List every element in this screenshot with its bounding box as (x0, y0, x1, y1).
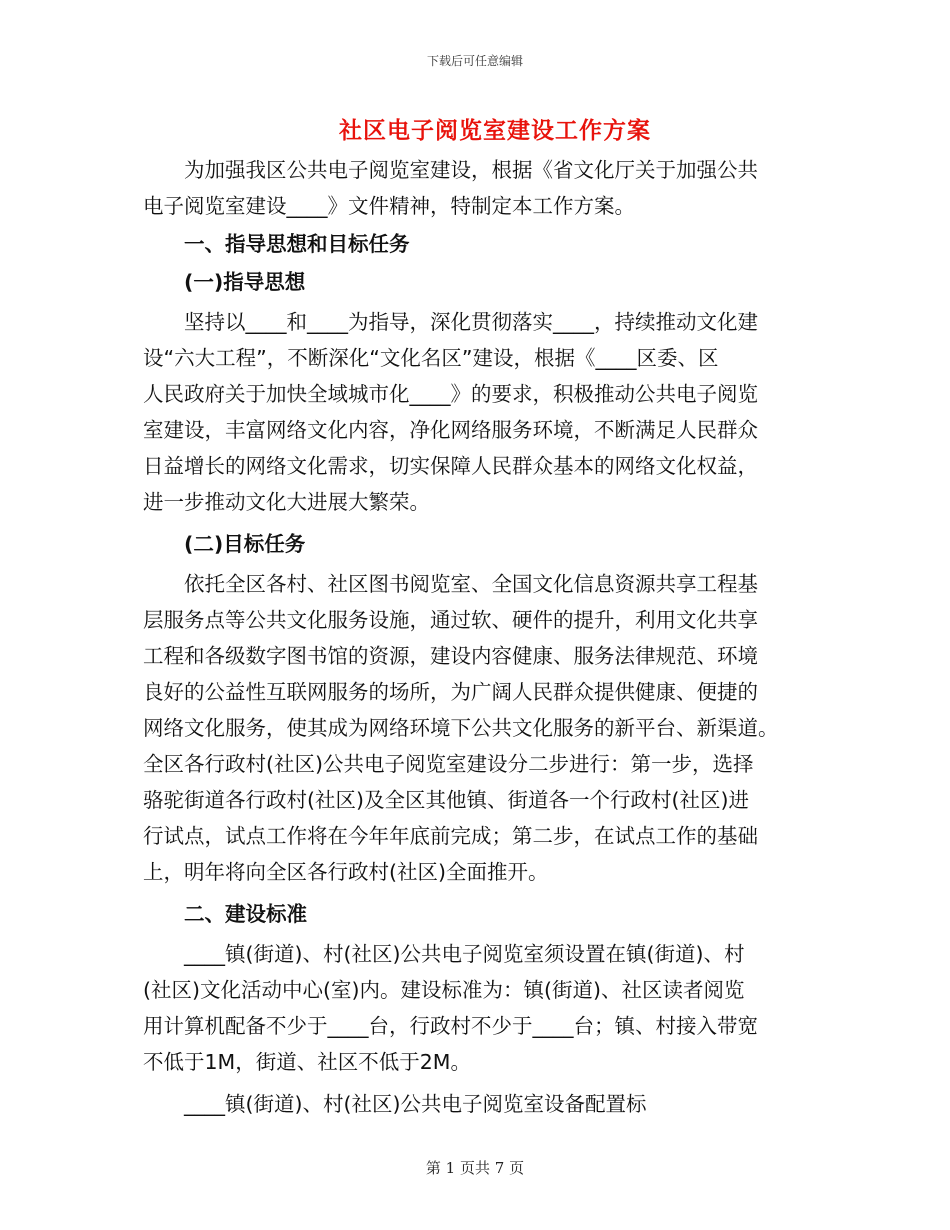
text-line: 骆驼街道各行政村(社区)及全区其他镇、街道各一个行政村(社区)进 (143, 788, 749, 812)
page-footer: 第 1 页共 7 页 (425, 1159, 525, 1177)
text-line: 为加强我区公共电子阅览室建设，根据《省文化厅关于加强公共 (184, 158, 758, 182)
text-line: 依托全区各村、社区图书阅览室、全国文化信息资源共享工程基 (184, 572, 758, 596)
text-line: (社区)文化活动中心(室)内。建设标准为：镇(街道)、社区读者阅览 (143, 978, 745, 1002)
text-line: 室建设，丰富网络文化内容，净化网络服务环境，不断满足人民群众 (143, 418, 758, 442)
intro-paragraph (143, 152, 803, 224)
guiding-thought-paragraph (143, 304, 803, 520)
text-line: 工程和各级数字图书馆的资源，建设内容健康、服务法律规范、环境 (143, 644, 758, 668)
subsection-heading-2: (二)目标任务 (184, 532, 306, 556)
text-line: 人民政府关于加快全域城市化____》的要求，积极推动公共电子阅览 (143, 382, 758, 406)
text-line: ____镇(街道)、村(社区)公共电子阅览室设备配置标 (184, 1092, 647, 1116)
text-line: ____镇(街道)、村(社区)公共电子阅览室须设置在镇(街道)、村 (184, 942, 745, 966)
document-title: 社区电子阅览室建设工作方案 (339, 118, 651, 144)
text-line: 良好的公益性互联网服务的场所，为广阔人民群众提供健康、便捷的 (143, 680, 758, 704)
text-line: 全区各行政村(社区)公共电子阅览室建设分二步进行：第一步，选择 (143, 752, 754, 776)
text-line: 网络文化服务，使其成为网络环境下公共文化服务的新平台、新渠道。 (143, 716, 779, 740)
subsection-heading-1: (一)指导思想 (184, 270, 306, 294)
text-line: 日益增长的网络文化需求，切实保障人民群众基本的网络文化权益， (143, 454, 758, 478)
goals-paragraph (143, 566, 803, 890)
text-line: 电子阅览室建设____》文件精神，特制定本工作方案。 (143, 194, 635, 218)
document-body (143, 152, 803, 1122)
text-line: 行试点，试点工作将在今年年底前完成；第二步，在试点工作的基础 (143, 824, 758, 848)
standards-paragraph (143, 936, 803, 1080)
section-heading-1: 一、指导思想和目标任务 (184, 232, 410, 256)
text-line: 坚持以____和____为指导，深化贯彻落实____，持续推动文化建 (184, 310, 758, 334)
text-line: 设“六大工程”，不断深化“文化名区”建设，根据《____区委、区 (143, 346, 719, 370)
text-line: 用计算机配备不少于____台，行政村不少于____台；镇、村接入带宽 (143, 1014, 758, 1038)
text-line: 不低于1M，街道、社区不低于2M。 (143, 1050, 471, 1074)
text-line: 层服务点等公共文化服务设施，通过软、硬件的提升，利用文化共享 (143, 608, 758, 632)
text-line: 上，明年将向全区各行政村(社区)全面推开。 (143, 860, 549, 884)
section-heading-2: 二、建设标准 (184, 902, 307, 926)
header-note: 下载后可任意编辑 (426, 54, 523, 68)
text-line: 进一步推动文化大进展大繁荣。 (143, 490, 430, 514)
equipment-paragraph (143, 1086, 803, 1122)
